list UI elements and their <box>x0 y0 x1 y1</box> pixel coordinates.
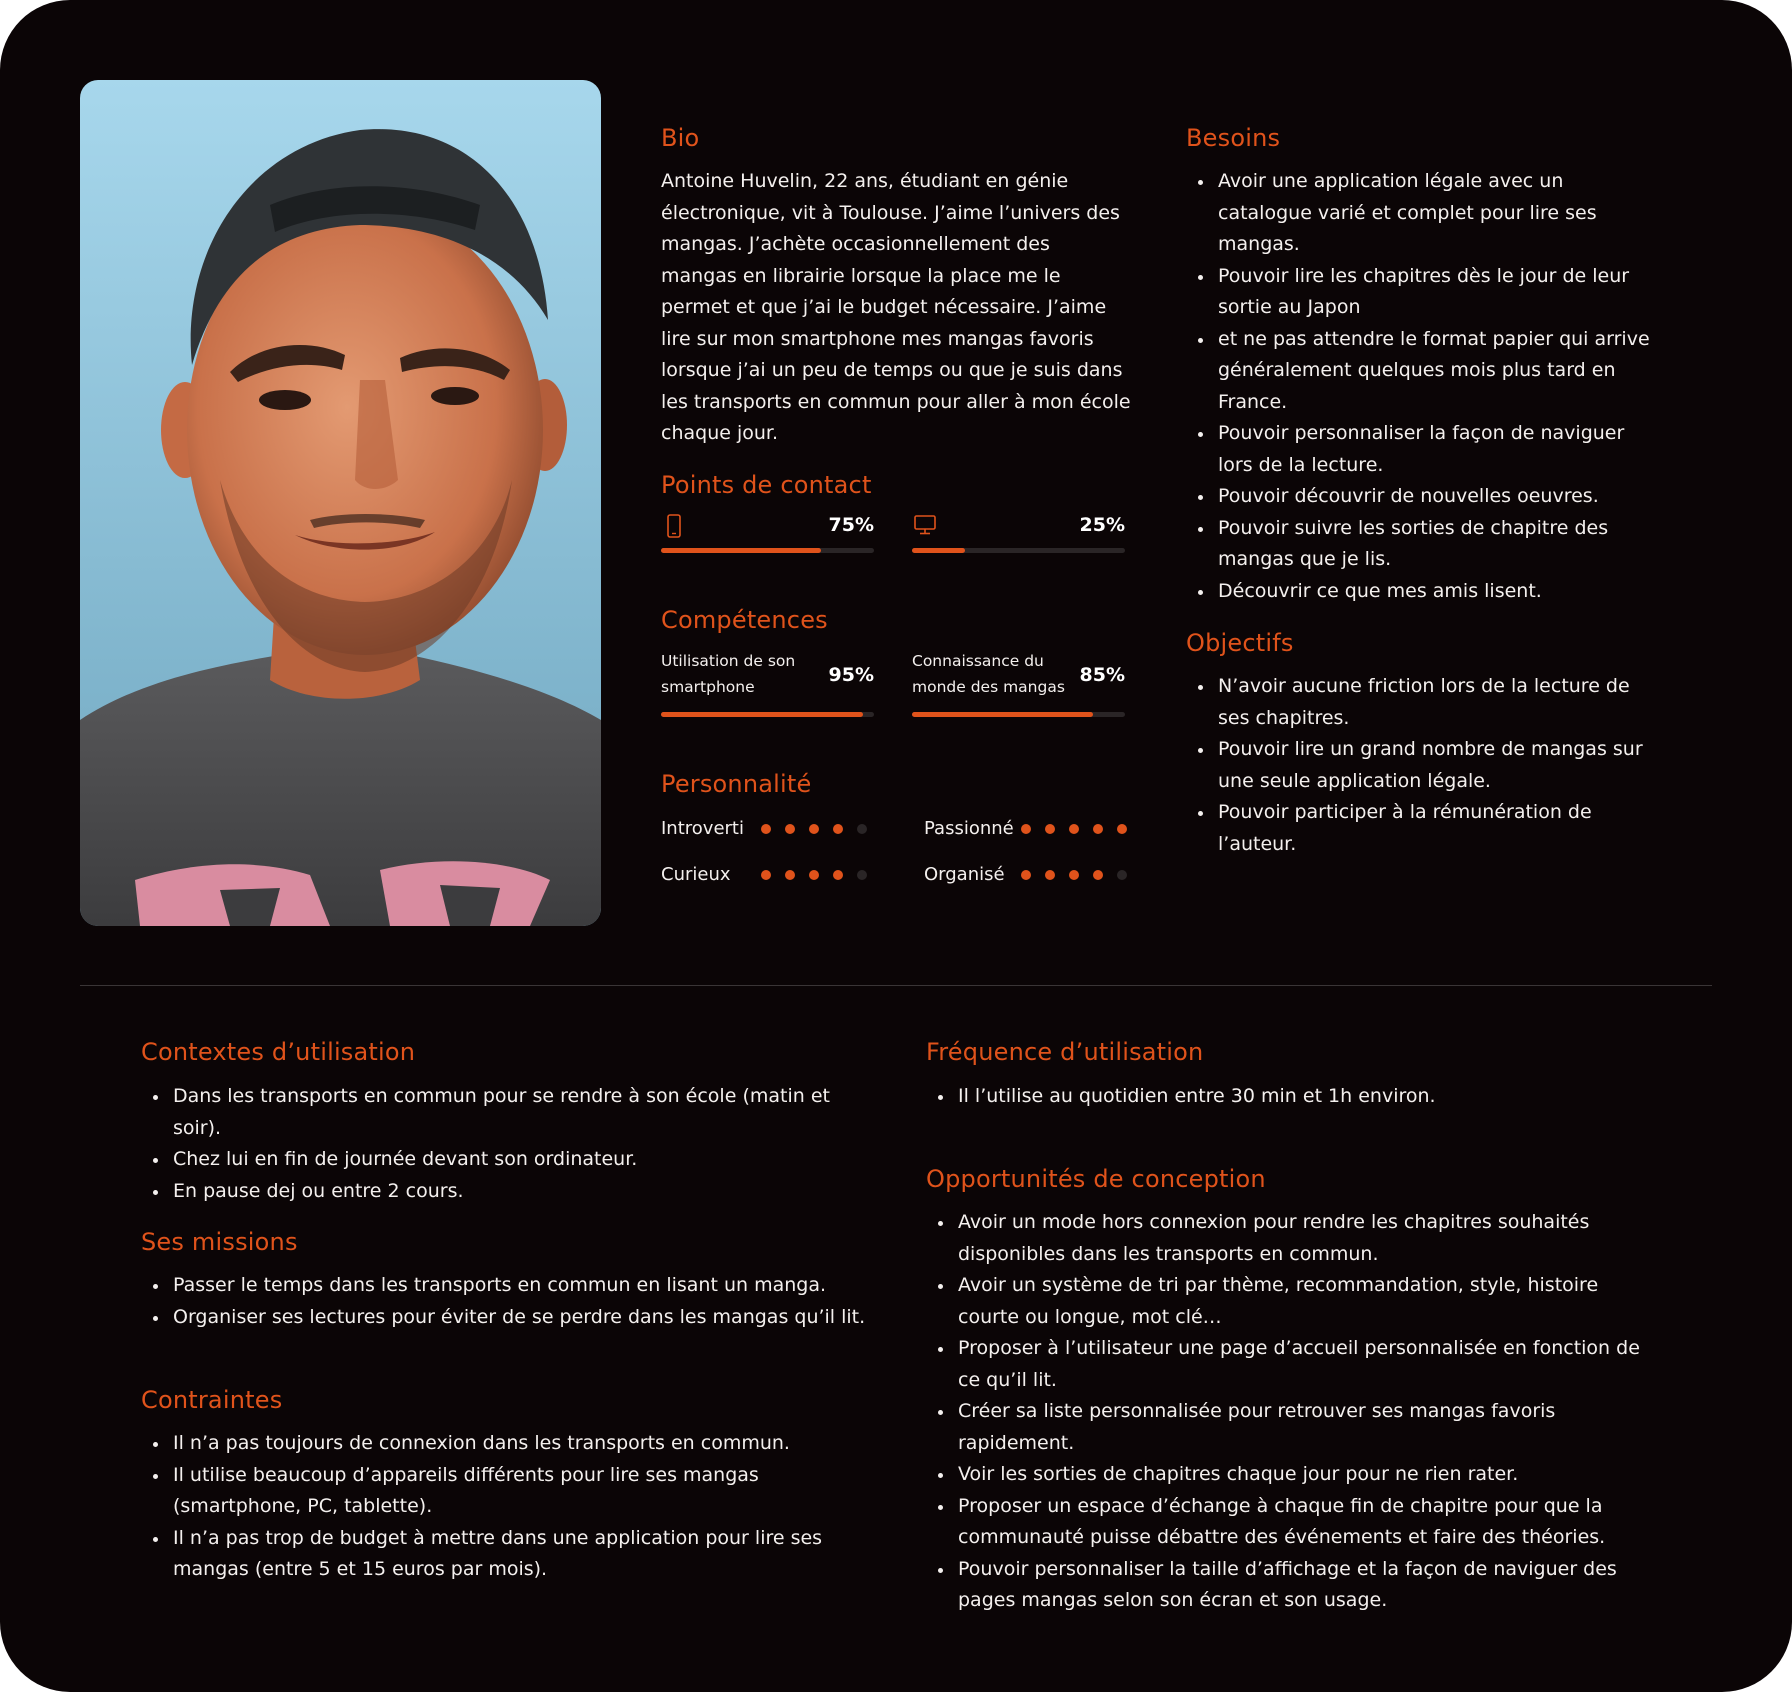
smartphone-icon <box>667 514 681 538</box>
contact-smartphone-bar <box>661 548 874 553</box>
rating-dot-filled <box>1021 870 1031 880</box>
skill-smartphone-bar <box>661 712 874 717</box>
rating-dot-filled <box>785 870 795 880</box>
goals-title: Objectifs <box>1186 629 1294 657</box>
rating-dot-filled <box>1045 870 1055 880</box>
section-divider <box>80 985 1712 986</box>
trait-organise-label: Organisé <box>924 864 1005 885</box>
rating-dot-filled <box>1093 870 1103 880</box>
skill-manga-knowledge <box>912 648 1125 720</box>
contact-desktop <box>912 514 1125 556</box>
list-item: Pouvoir personnaliser la façon de naviguer lors de la lecture. <box>1186 418 1656 481</box>
contact-smartphone <box>661 514 874 556</box>
rating-dot-filled <box>785 824 795 834</box>
frequency-list <box>926 1081 1656 1113</box>
trait-passionne-rating <box>1021 824 1127 834</box>
rating-dot-filled <box>1045 824 1055 834</box>
trait-curieux-label: Curieux <box>661 864 731 885</box>
missions-list <box>141 1270 881 1333</box>
trait-introverti-label: Introverti <box>661 818 744 839</box>
rating-dot-filled <box>1069 824 1079 834</box>
list-item: Organiser ses lectures pour éviter de se perdre dans les mangas qu’il lit. <box>141 1302 881 1334</box>
trait-introverti-rating <box>761 824 867 834</box>
portrait-illustration <box>80 80 601 926</box>
contexts-list <box>141 1081 881 1207</box>
progress-fill <box>661 548 821 553</box>
portrait-photo <box>80 80 601 926</box>
trait-introverti <box>661 816 867 842</box>
contexts-title: Contextes d’utilisation <box>141 1038 416 1066</box>
trait-passionne <box>924 816 1127 842</box>
contact-desktop-value: 25% <box>1079 514 1125 536</box>
list-item: Passer le temps dans les transports en commun en lisant un manga. <box>141 1270 881 1302</box>
needs-title: Besoins <box>1186 124 1281 152</box>
opportunities-list <box>926 1207 1656 1617</box>
list-item: Chez lui en fin de journée devant son ordinateur. <box>141 1144 881 1176</box>
progress-fill <box>661 712 863 717</box>
progress-fill <box>912 712 1093 717</box>
rating-dot-filled <box>1117 824 1127 834</box>
trait-curieux <box>661 862 867 888</box>
skills-title: Compétences <box>661 606 828 634</box>
list-item: Pouvoir suivre les sorties de chapitre des mangas que je lis. <box>1186 513 1656 576</box>
list-item: Créer sa liste personnalisée pour retrouver ses mangas favoris rapidement. <box>926 1396 1656 1459</box>
skill-manga-knowledge-value: 85% <box>1079 664 1125 686</box>
list-item: Il utilise beaucoup d’appareils différents pour lire ses mangas (smartphone, PC, tablette). <box>141 1460 861 1523</box>
desktop-monitor-icon <box>914 515 936 535</box>
bio-text: Antoine Huvelin, 22 ans, étudiant en génie électronique, vit à Toulouse. J’aime l’univers des mangas. J’achète occasionnellement des mangas en librairie lorsque la place me le permet et que j’ai le budget nécessaire. J’aime lire sur mon smartphone mes mangas favoris lorsque j’ai un peu de temps ou que je suis dans les transports en commun pour aller à mon école chaque jour. <box>661 170 1131 444</box>
skill-smartphone-label: Utilisation de son smartphone <box>661 652 796 696</box>
list-item: Découvrir ce que mes amis lisent. <box>1186 576 1656 608</box>
list-item: Il n’a pas toujours de connexion dans les transports en commun. <box>141 1428 861 1460</box>
list-item: N’avoir aucune friction lors de la lecture de ses chapitres. <box>1186 671 1656 734</box>
trait-passionne-label: Passionné <box>924 818 1014 839</box>
skill-manga-knowledge-label: Connaissance du monde des mangas <box>912 652 1065 696</box>
needs-list <box>1186 166 1656 607</box>
rating-dot-filled <box>809 824 819 834</box>
list-item: Il l’utilise au quotidien entre 30 min et 1h environ. <box>926 1081 1656 1113</box>
list-item: Proposer à l’utilisateur une page d’accueil personnalisée en fonction de ce qu’il lit. <box>926 1333 1656 1396</box>
constraints-list <box>141 1428 861 1586</box>
rating-dot-filled <box>833 824 843 834</box>
list-item: Pouvoir découvrir de nouvelles oeuvres. <box>1186 481 1656 513</box>
list-item: Voir les sorties de chapitres chaque jour pour ne rien rater. <box>926 1459 1656 1491</box>
constraints-title: Contraintes <box>141 1386 283 1414</box>
list-item: et ne pas attendre le format papier qui arrive généralement quelques mois plus tard en France. <box>1186 324 1656 419</box>
skill-smartphone-value: 95% <box>828 664 874 686</box>
rating-dot-filled <box>1093 824 1103 834</box>
list-item: Avoir un système de tri par thème, recommandation, style, histoire courte ou longue, mot clé… <box>926 1270 1656 1333</box>
frequency-title: Fréquence d’utilisation <box>926 1038 1204 1066</box>
rating-dot-filled <box>1069 870 1079 880</box>
rating-dot-empty <box>857 824 867 834</box>
skill-manga-knowledge-bar <box>912 712 1125 717</box>
opportunities-title: Opportunités de conception <box>926 1165 1266 1193</box>
contact-smartphone-value: 75% <box>828 514 874 536</box>
list-item: Proposer un espace d’échange à chaque fin de chapitre pour que la communauté puisse débattre des événements et faire des théories. <box>926 1491 1656 1554</box>
missions-title: Ses missions <box>141 1228 298 1256</box>
list-item: Pouvoir personnaliser la taille d’affichage et la façon de naviguer des pages mangas selon son écran et son usage. <box>926 1554 1656 1617</box>
rating-dot-filled <box>761 870 771 880</box>
progress-fill <box>912 548 965 553</box>
trait-curieux-rating <box>761 870 867 880</box>
list-item: Pouvoir participer à la rémunération de l’auteur. <box>1186 797 1656 860</box>
list-item: Pouvoir lire les chapitres dès le jour de leur sortie au Japon <box>1186 261 1656 324</box>
list-item: Avoir un mode hors connexion pour rendre les chapitres souhaités disponibles dans les transports en commun. <box>926 1207 1656 1270</box>
trait-organise <box>924 862 1127 888</box>
contact-desktop-bar <box>912 548 1125 553</box>
list-item: Avoir une application légale avec un catalogue varié et complet pour lire ses mangas. <box>1186 166 1656 261</box>
list-item: Pouvoir lire un grand nombre de mangas sur une seule application légale. <box>1186 734 1656 797</box>
rating-dot-empty <box>1117 870 1127 880</box>
rating-dot-filled <box>833 870 843 880</box>
trait-organise-rating <box>1021 870 1127 880</box>
rating-dot-filled <box>809 870 819 880</box>
rating-dot-empty <box>857 870 867 880</box>
list-item: Dans les transports en commun pour se rendre à son école (matin et soir). <box>141 1081 881 1144</box>
personality-title: Personnalité <box>661 770 812 798</box>
contact-title: Points de contact <box>661 471 872 499</box>
rating-dot-filled <box>761 824 771 834</box>
list-item: En pause dej ou entre 2 cours. <box>141 1176 881 1208</box>
bio-title: Bio <box>661 124 700 152</box>
rating-dot-filled <box>1021 824 1031 834</box>
goals-list <box>1186 671 1656 860</box>
list-item: Il n’a pas trop de budget à mettre dans une application pour lire ses mangas (entre 5 et 15 euros par mois). <box>141 1523 861 1586</box>
skill-smartphone <box>661 648 874 720</box>
